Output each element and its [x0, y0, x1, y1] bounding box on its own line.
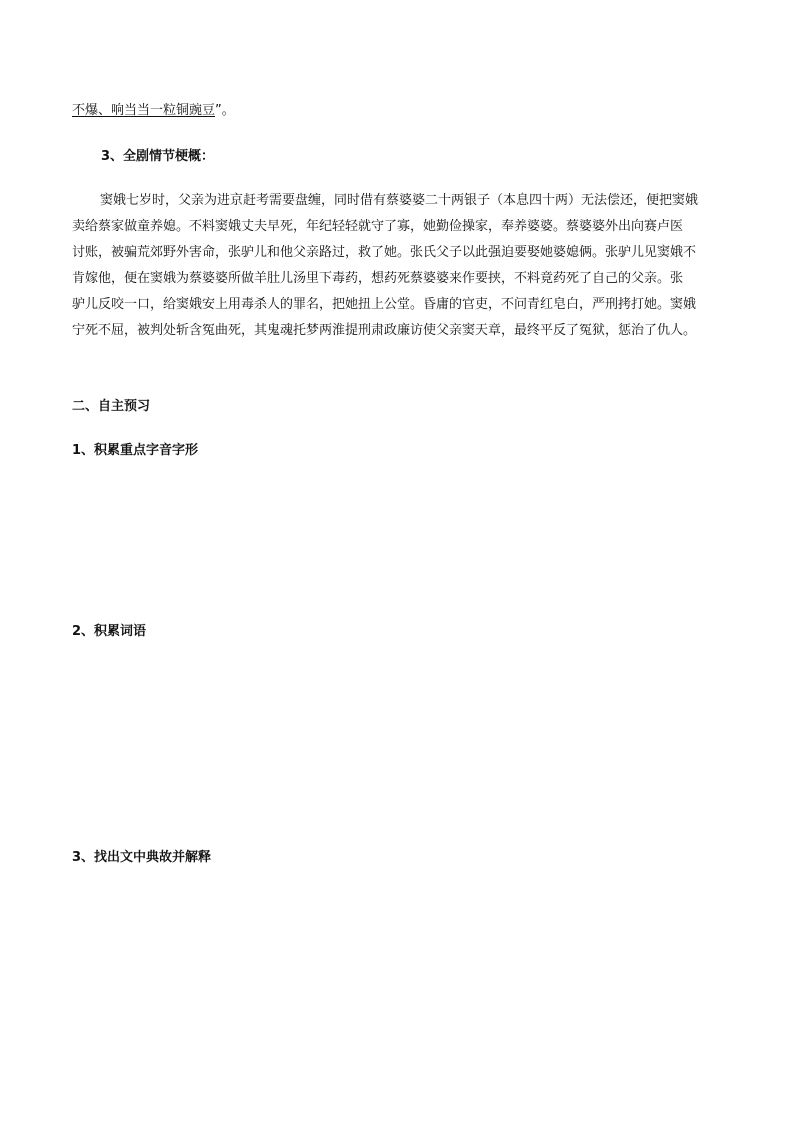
carryover-underlined-text: 不爆、响当当一粒铜豌豆 [72, 103, 216, 118]
summary-line: 驴儿反咬一口，给窦娥安上用毒杀人的罪名，把她扭上公堂。昏庸的官吏，不问青红皂白，严刑拷打她。窦娥 [72, 297, 697, 312]
item3-heading: 3、找出文中典故并解释 [72, 850, 212, 865]
item1-heading: 1、积累重点字音字形 [72, 443, 199, 458]
plot-summary-paragraph [72, 188, 724, 344]
summary-line: 讨账，被骗荒郊野外害命，张驴儿和他父亲路过，救了她。张氏父子以此强迫要娶她婆媳俩。张驴儿见窦娥不 [72, 245, 697, 260]
carryover-line [72, 102, 235, 120]
summary-line: 肯嫁他，便在窦娥为蔡婆婆所做羊肚儿汤里下毒药，想药死蔡婆婆来作要挟，不料竟药死了自己的父亲。张 [72, 271, 684, 286]
section3-heading: 3、全剧情节梗概： [101, 149, 215, 164]
part2-heading: 二、自主预习 [72, 399, 151, 414]
summary-line: 卖给蔡家做童养媳。不料窦娥丈夫早死，年纪轻轻就守了寡，她勤俭操家，奉养婆婆。蔡婆婆外出向赛卢医 [72, 219, 684, 234]
summary-line: 宁死不屈，被判处斩含冤曲死，其鬼魂托梦两淮提刑肃政廉访使父亲窦天章，最终平反了冤狱，惩治了仇人。 [72, 323, 697, 338]
item2-heading: 2、积累词语 [72, 624, 147, 639]
summary-line: 窦娥七岁时，父亲为进京赶考需要盘缠，同时借有蔡婆婆二十两银子（本息四十两）无法偿还，便把窦娥 [100, 193, 699, 208]
carryover-tail-text: ”。 [215, 103, 235, 118]
